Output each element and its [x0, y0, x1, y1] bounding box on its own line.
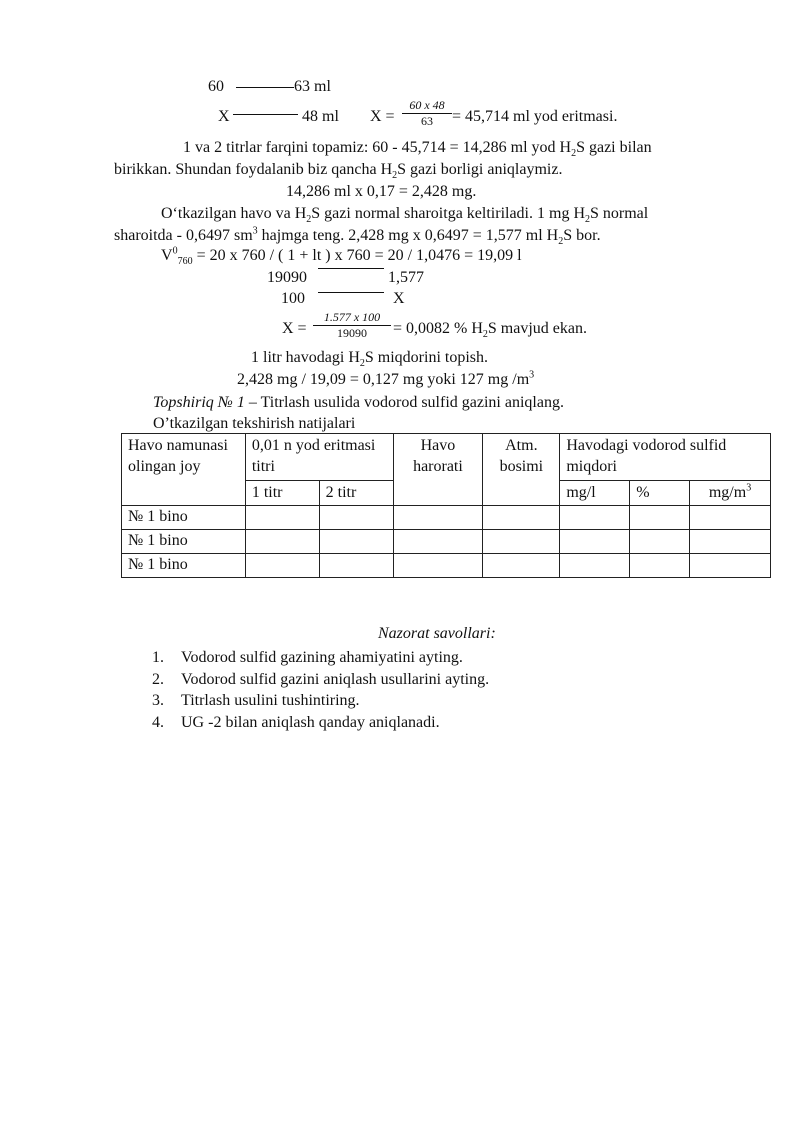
cell-pressure[interactable] — [483, 553, 560, 577]
cell-percent[interactable] — [630, 506, 690, 530]
row-location: № 1 bino — [122, 530, 246, 554]
formula-fraction-2 — [313, 311, 391, 340]
heading-1-litr: 1 litr havodagi $H_2S$ miqdorini topish. — [251, 349, 488, 370]
text-line-2: birikkan. Shundan foydalanib biz qancha $H_2S$ gazi borligi aniqlaymiz. — [114, 161, 563, 182]
list-item: 4. UG -2 bilan aniqlash qanday aniqlanadi. — [152, 713, 440, 731]
header-titr: 0,01 n yod eritmasi titri — [245, 434, 393, 481]
cell-pressure[interactable] — [483, 530, 560, 554]
cell-mg-m3[interactable] — [690, 506, 771, 530]
cell-mg-l[interactable] — [560, 506, 630, 530]
formula-1-result: = 45,714 ml yod eritmasi. — [452, 108, 618, 125]
proportion-1-right: 63 ml — [294, 78, 331, 95]
table-row — [122, 553, 771, 577]
task-line: Topshiriq № 1 – Titrlash usulida vodorod sulfid gazini aniqlang. — [153, 394, 564, 411]
header-temperature: Havo harorati — [393, 434, 483, 506]
proportion-2-left: X — [218, 108, 230, 125]
cell-titr-1[interactable] — [245, 553, 319, 577]
proportion-2-right: 48 ml — [302, 108, 339, 125]
formula-fraction-1 — [402, 99, 452, 128]
table-row — [122, 506, 771, 530]
cell-temperature[interactable] — [393, 553, 483, 577]
formula-x-label: X = — [370, 108, 395, 125]
header-sample-location: Havo namunasi olingan joy — [122, 434, 246, 506]
list-item: 2. Vodorod sulfid gazini aniqlash usullarini ayting. — [152, 670, 490, 688]
cell-mg-m3[interactable] — [690, 553, 771, 577]
calc-line-1: 14,286 ml x 0,17 = 2,428 mg. — [286, 183, 477, 200]
cell-mg-m3[interactable] — [690, 530, 771, 554]
list-item: 1. Vodorod sulfid gazining ahamiyatini ayting. — [152, 649, 463, 666]
header-h2s-amount: Havodagi vodorod sulfid miqdori — [560, 434, 771, 481]
header-pressure: Atm. bosimi — [483, 434, 560, 506]
cell-percent[interactable] — [630, 530, 690, 554]
text-line-4: sharoitda - 0,6497 $sm^3$ hajmga teng. 2,428 mg x 0,6497 = 1,577 ml $H_2S$ bor. — [114, 225, 601, 248]
text-line-1: 1 va 2 titrlar farqini topamiz: 60 - 45,714 = 14,286 ml yod $H_2S$ gazi bilan — [183, 139, 652, 160]
row-location: № 1 bino — [122, 506, 246, 530]
formula-x2-result: = 0,0082 % $H_2S$ mavjud ekan. — [393, 320, 587, 341]
subheader-mg-m3: $mg/m^3$ — [690, 480, 771, 506]
cell-mg-l[interactable] — [560, 530, 630, 554]
calc-line-2: 2,428 mg / 19,09 = 0,127 mg yoki 127 mg $/m^3$ — [237, 369, 535, 388]
row-location: № 1 bino — [122, 553, 246, 577]
proportion-4-right: X — [393, 290, 405, 307]
proportion-3-right: 1,577 — [388, 269, 424, 286]
formula-x2-label: X = — [282, 320, 307, 337]
cell-pressure[interactable] — [483, 506, 560, 530]
proportion-3-line — [318, 268, 384, 269]
subheader-mg-l: mg/l — [560, 480, 630, 506]
text-line-3: O‘tkazilgan havo va $H_2S$ gazi normal sharoitga keltiriladi. 1 mg $H_2S$ normal — [161, 205, 649, 226]
proportion-4-line — [318, 292, 384, 293]
cell-percent[interactable] — [630, 553, 690, 577]
table-row — [122, 530, 771, 554]
cell-titr-2[interactable] — [319, 553, 393, 577]
cell-titr-1[interactable] — [245, 530, 319, 554]
subheader-titr-1: 1 titr — [245, 480, 319, 506]
cell-titr-2[interactable] — [319, 506, 393, 530]
subheader-percent: % — [630, 480, 690, 506]
fraction-1-denominator: 63 — [421, 114, 433, 129]
proportion-2-line — [233, 114, 298, 115]
cell-titr-2[interactable] — [319, 530, 393, 554]
control-questions-title: Nazorat savollari: — [378, 625, 496, 642]
list-item: 3. Titrlash usulini tushintiring. — [152, 692, 360, 709]
formula-v760: $V^0_{760} = 20$ x 760 / ( 1 + lt ) x 760 = 20 / 1,0476 = 19,09 l — [161, 245, 522, 268]
table-title: O’tkazilgan tekshirish natijalari — [153, 415, 356, 432]
control-questions-list — [152, 647, 489, 733]
proportion-1-left: 60 — [208, 78, 224, 95]
fraction-2-numerator: 1.577 x 100 — [323, 310, 381, 324]
proportion-1-line — [236, 87, 294, 88]
cell-temperature[interactable] — [393, 530, 483, 554]
cell-titr-1[interactable] — [245, 506, 319, 530]
results-table — [121, 433, 771, 578]
proportion-4-left: 100 — [281, 290, 305, 307]
cell-temperature[interactable] — [393, 506, 483, 530]
fraction-1-numerator: 60 x 48 — [409, 98, 445, 112]
cell-mg-l[interactable] — [560, 553, 630, 577]
fraction-2-denominator: 19090 — [337, 326, 367, 341]
proportion-3-left: 19090 — [267, 269, 307, 286]
subheader-titr-2: 2 titr — [319, 480, 393, 506]
